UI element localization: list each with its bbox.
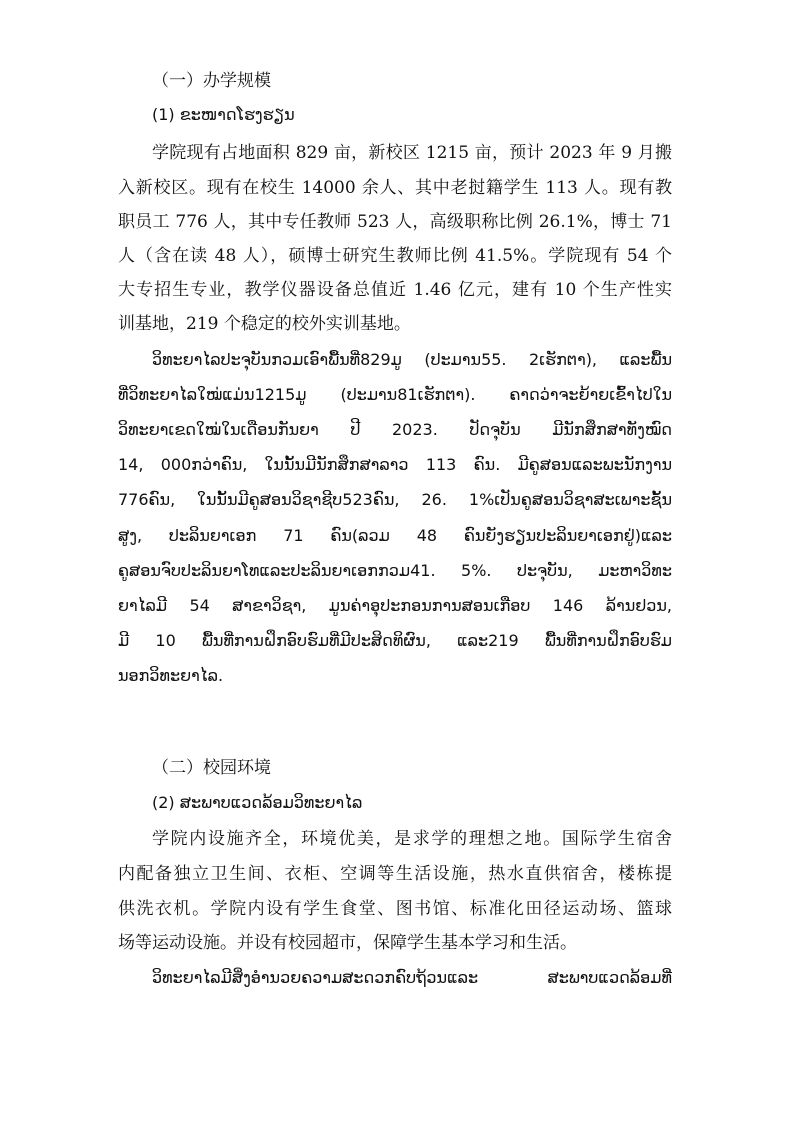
paragraph-line: 人（含在读 48 人），硕博士研究生教师比例 41.5%。学院现有 54 个 [118,246,672,266]
paragraph-line: 学院内设施齐全，环境优美，是求学的理想之地。国际学生宿舍 [152,829,672,849]
paragraph-line: 776ຄົນ, ໃນນັ້ນມີຄູສອນວິຊາຊີບ523ຄົນ, 26. 1%ເປັນຄູສອນວິຊາສະເພາະຊັ້ນ [118,490,672,509]
paragraph-line: 职员工 776 人，其中专任教师 523 人，高级职称比例 26.1%，博士 71 [118,212,672,232]
paragraph-line: ນອກວິທະຍາໄລ. [118,666,224,685]
section-heading-lao: (1) ຂະໜາດໂຮງຮຽນ [152,105,295,124]
paragraph-line: ວິທະຍາໄລມີສິ່ງອໍານວຍຄວາມສະດວກຄົບຖ້ວນແລະ ສະພາບແວດລ້ອມທີ່ [152,968,672,987]
paragraph-line: ທີ່ວິທະຍາໄລໃໝ່ແມ່ນ1215ມູ (ປະມານ81ເຮັກຕາ). ຄາດວ່າຈະຍ້າຍເຂົ້າໄປໃນ [118,385,672,404]
paragraph-line: ຍາໄລມີ 54 ສາຂາວິຊາ, ມູນຄ່າອຸປະກອນການສອນເກືອບ 146 ລ້ານຢວນ, [118,596,672,615]
paragraph-line: ສູງ, ປະລິນຍາເອກ 71 ຄົນ(ລວມ 48 ຄົນຍັງຮຽນປະລິນຍາເອກຢູ່)ແລະ [118,526,672,545]
paragraph-line: ຄູສອນຈົບປະລິນຍາໂທແລະປະລິນຍາເອກກວມ41. 5%. ປະຈຸບັນ, ມະຫາວິທະ [118,561,672,580]
paragraph-line: 大专招生专业，教学仪器设备总值近 1.46 亿元，建有 10 个生产性实 [118,280,672,300]
paragraph-line: ມີ 10 ພື້ນທີ່ການຝຶກອົບຮົມທີ່ມີປະສິດທິຜົນ, ແລະ219 ພື້ນທີ່ການຝຶກອົບຮົມ [118,631,672,650]
paragraph-line: 14, 000ກວ່າຄົນ, ໃນນັ້ນມີນັກສຶກສາລາວ 113 ຄົນ. ມີຄູສອນແລະພະນັກງານ [118,455,672,474]
section-heading-zh: （二）校园环境 [152,758,271,778]
paragraph-line: 学院现有占地面积 829 亩，新校区 1215 亩，预计 2023 年 9 月搬 [152,143,672,163]
paragraph-line: ວິທະຍາເຂດໃໝ່ໃນເດືອນກັນຍາ ປີ 2023. ປັດຈຸບັນ ມີນັກສຶກສາທັງໝົດ [118,420,672,439]
paragraph-line: 入新校区。现有在校生 14000 余人、其中老挝籍学生 113 人。现有教 [118,178,672,198]
paragraph-line: 供洗衣机。学院内设有学生食堂、图书馆、标准化田径运动场、篮球 [118,899,672,919]
paragraph-line: ວິທະຍາໄລປະຈຸບັນກວມເອົາພື້ນທີ່829ມູ (ປະມານ55. 2ເຮັກຕາ), ແລະພື້ນ [152,350,672,369]
paragraph-line: 内配备独立卫生间、衣柜、空调等生活设施，热水直供宿舍，楼栋提 [118,864,672,884]
paragraph-line: 场等运动设施。并设有校园超市，保障学生基本学习和生活。 [118,933,577,953]
section-heading-zh: （一）办学规模 [152,71,271,91]
paragraph-line: 训基地，219 个稳定的校外实训基地。 [118,314,411,334]
section-heading-lao: (2) ສະພາບແວດລ້ອມວິທະຍາໄລ [152,793,363,812]
